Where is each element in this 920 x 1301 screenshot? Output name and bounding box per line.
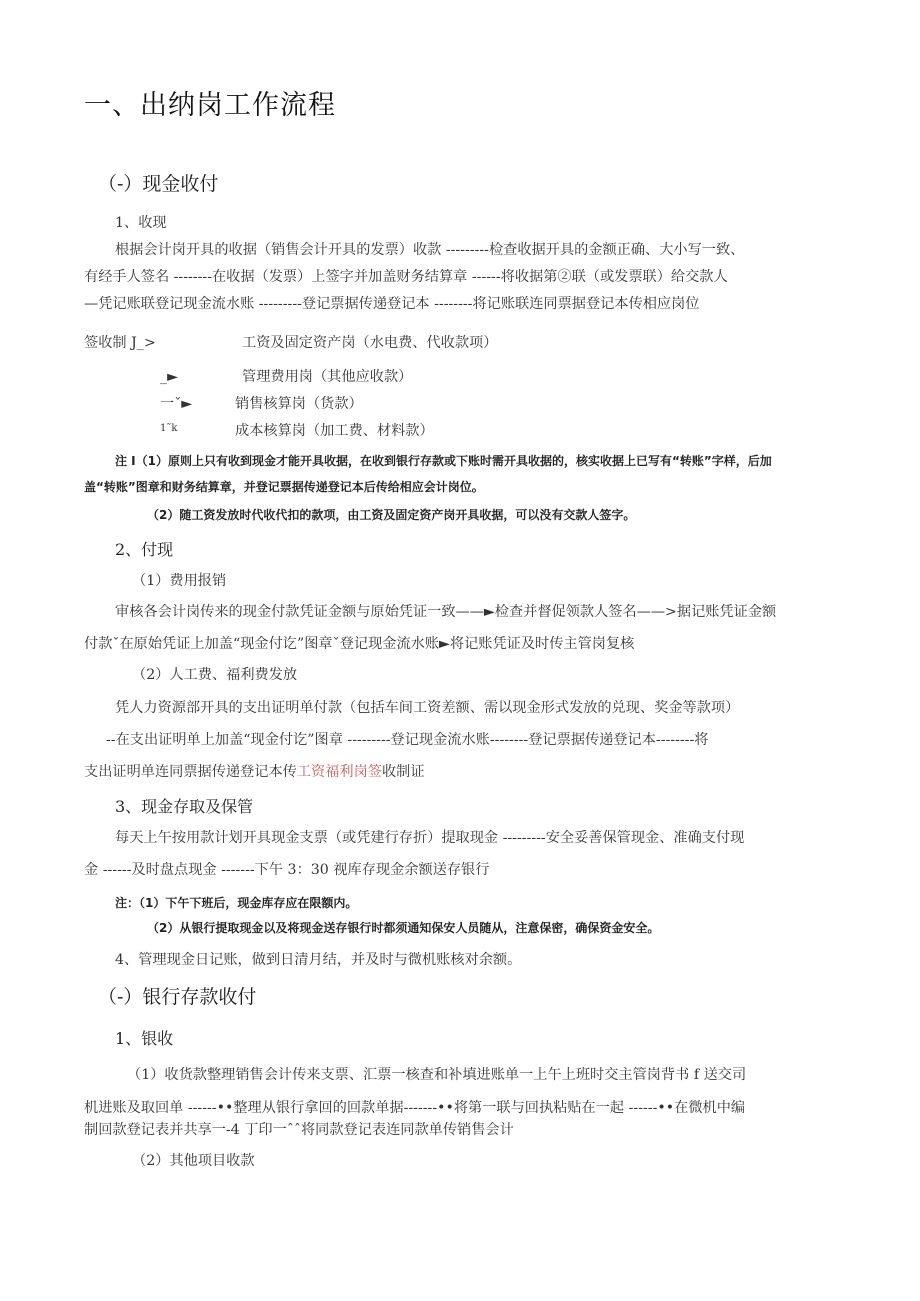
arrow-icon: _► bbox=[160, 369, 179, 385]
note-text: 盖“转账”图章和财务结算章，并登记票据传递登记本后传给相应会计岗位。 bbox=[84, 480, 484, 494]
list-item: （2）其他项目收款 bbox=[132, 1153, 255, 1169]
arrow-icon: 一ˇ► bbox=[160, 396, 193, 412]
paragraph-line: 根据会计岗开具的收据（销售会计开具的发票）收款 ---------检查收据开具的金额正确、大小写一致、 bbox=[115, 242, 745, 258]
paragraph-line: 机进账及取回单 ------••整理从银行拿回的回款单据-------••将第一联与回执粘贴在一起 ------••在微机中编 bbox=[84, 1100, 746, 1116]
note-text: 注：（1）下午下班后，现金库存应在限额内。 bbox=[115, 896, 358, 910]
paragraph-line: 金 ------及时盘点现金 -------下午 3：30 视库存现金余额送存银行 bbox=[84, 862, 490, 878]
section-heading-bank: （-）银行存款收付 bbox=[98, 986, 257, 1008]
highlighted-text: 工资福利岗签 bbox=[296, 764, 382, 780]
paragraph-text: 支出证明单连同票据传递登记本传 bbox=[84, 764, 297, 780]
list-item: （2）人工费、福利费发放 bbox=[132, 667, 298, 683]
branch-item: 销售核算岗（货款） bbox=[235, 396, 363, 412]
arrow-icon: 1˜k bbox=[160, 423, 178, 434]
paragraph-line: 制回款登记表并共享一-4 丁印一ˆˆ将同款登记表连同款单传销售会计 bbox=[84, 1122, 514, 1138]
section-heading-cash: （-）现金收付 bbox=[98, 173, 219, 195]
paragraph-line bbox=[84, 765, 425, 779]
sign-system-label: 签收制 J_> bbox=[84, 335, 156, 351]
paragraph-text: 收制证 bbox=[381, 764, 425, 780]
subheading-cash-storage: 3、现金存取及保管 bbox=[115, 797, 254, 816]
paragraph-line: 有经手人签名 --------在收据（发票）上签字并加盖财务结算章 ------将收据第②联（或发票联）给交款人 bbox=[84, 269, 728, 285]
page-title: 一、出纳岗工作流程 bbox=[84, 90, 336, 121]
branch-item: 成本核算岗（加工费、材料款） bbox=[235, 423, 434, 439]
paragraph-line: 审核各会计岗传来的现金付款凭证金额与原始凭证一致——►检查并督促领款人签名——>据记账凭证金额 bbox=[115, 604, 777, 620]
paragraph-line: --在支出证明单上加盖“现金付讫”图章 ---------登记现金流水账--------登记票据传递登记本--------将 bbox=[106, 732, 709, 748]
note-text: （2）随工资发放时代收代扣的款项，由工资及固定资产岗开具收据，可以没有交款人签字。 bbox=[147, 508, 636, 522]
subheading-pay-cash: 2、付现 bbox=[115, 540, 174, 559]
paragraph-line: 每天上午按用款计划开具现金支票（或凭建行存折）提取现金 ---------安全妥善保管现金、准确支付现 bbox=[115, 830, 745, 846]
paragraph-line: 4、管理现金日记账，做到日清月结，并及时与微机账核对余额。 bbox=[115, 952, 522, 968]
branch-item: 工资及固定资产岗（水电费、代收款项） bbox=[242, 335, 498, 351]
note-text: （2）从银行提取现金以及将现金送存银行时都须通知保安人员随从，注意保密，确保资金安全。 bbox=[147, 921, 660, 935]
list-item: （1）费用报销 bbox=[132, 573, 227, 589]
branch-item: 管理费用岗（其他应收款） bbox=[242, 369, 413, 385]
subheading-receive-cash: 1、收现 bbox=[115, 215, 167, 231]
paragraph-line: 付款ˇ在原始凭证上加盖“现金付讫”图章ˇ登记现金流水账►将记账凭证及时传主管岗复核 bbox=[84, 636, 635, 652]
list-item: （1）收货款整理销售会计传来支票、汇票一核查和补填进账单一上午上班时交主管岗背书 f 送交司 bbox=[127, 1067, 747, 1083]
subheading-bank-receive: 1、银收 bbox=[115, 1029, 174, 1048]
note-text: 注 I（1）原则上只有收到现金才能开具收据，在收到银行存款或下账时需开具收据的，核实收据上已写有“转账”字样，后加 bbox=[115, 454, 772, 468]
paragraph-line: 凭人力资源部开具的支出证明单付款（包括车间工资差额、需以现金形式发放的兑现、奖金等款项） bbox=[115, 700, 740, 716]
paragraph-line: —凭记账联登记现金流水账 ---------登记票据传递登记本 --------将记账联连同票据登记本传相应岗位 bbox=[84, 296, 700, 312]
